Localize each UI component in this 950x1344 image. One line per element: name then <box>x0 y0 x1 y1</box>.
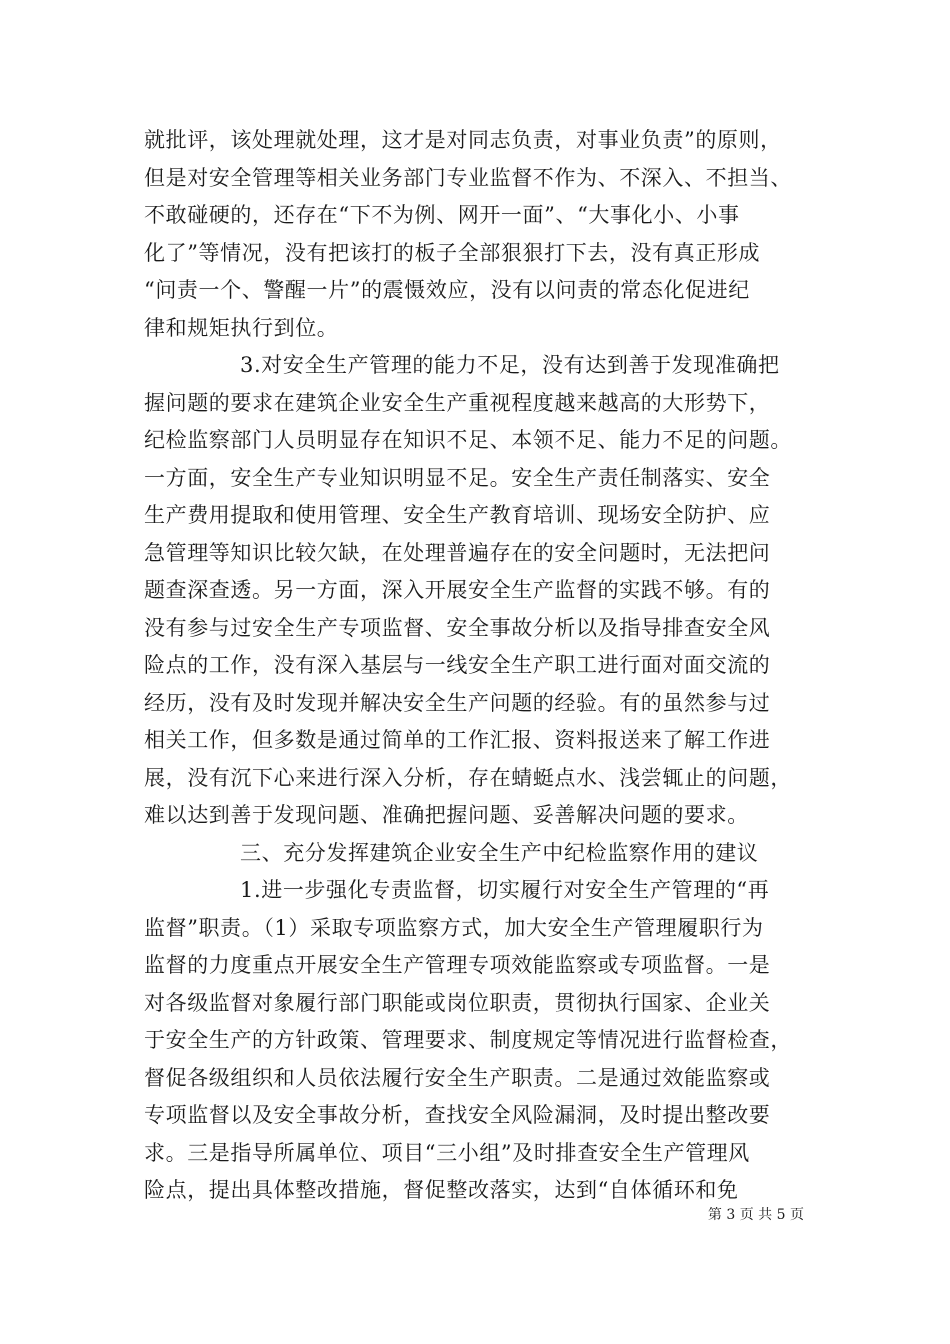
text-line: 监督的力度重点开展安全生产管理专项效能监察或专项监督。一是 <box>144 953 771 977</box>
text-line: 不敢碰硬的，还存在“下不为例、网开一面”、“大事化小、小事 <box>144 203 740 227</box>
text-line: 于安全生产的方针政策、管理要求、制度规定等情况进行监督检查， <box>144 1028 792 1052</box>
text-line: 险点的工作，没有深入基层与一线安全生产职工进行面对面交流的 <box>144 653 771 677</box>
text-line: 纪检监察部门人员明显存在知识不足、本领不足、能力不足的问题。 <box>144 428 792 452</box>
text-line: 三、充分发挥建筑企业安全生产中纪检监察作用的建议 <box>240 840 759 865</box>
text-line: 求。三是指导所属单位、项目“三小组”及时排查安全生产管理风 <box>144 1140 750 1165</box>
text-line: 1.进一步强化专责监督，切实履行对安全生产管理的“再 <box>240 878 770 902</box>
text-line: 生产费用提取和使用管理、安全生产教育培训、现场安全防护、应 <box>144 503 771 527</box>
text-line: 握问题的要求在建筑企业安全生产重视程度越来越高的大形势下， <box>144 390 771 415</box>
text-line: 相关工作，但多数是通过简单的工作汇报、资料报送来了解工作进 <box>144 728 771 752</box>
text-line: 难以达到善于发现问题、准确把握问题、妥善解决问题的要求。 <box>144 803 749 827</box>
text-line: 对各级监督对象履行部门职能或岗位职责，贯彻执行国家、企业关 <box>144 990 771 1015</box>
text-line: 没有参与过安全生产专项监督、安全事故分析以及指导排查安全风 <box>144 615 771 640</box>
text-line: 化了”等情况，没有把该打的板子全部狠狠打下去，没有真正形成 <box>144 240 761 265</box>
body-text <box>144 122 814 1210</box>
text-line: 展，没有沉下心来进行深入分析，存在蜻蜓点水、浅尝辄止的问题， <box>144 765 792 790</box>
text-line: 险点，提出具体整改措施，督促整改落实，达到“自体循环和免 <box>144 1178 739 1202</box>
text-line: “问责一个、警醒一片”的震慑效应，没有以问责的常态化促进纪 <box>144 278 750 302</box>
text-line: 经历，没有及时发现并解决安全生产问题的经验。有的虽然参与过 <box>144 690 771 715</box>
text-line: 专项监督以及安全事故分析，查找安全风险漏洞，及时提出整改要 <box>144 1103 771 1127</box>
page-number: 第 3 页 共 5 页 <box>707 1207 804 1223</box>
text-line: 就批评，该处理就处理，这才是对同志负责，对事业负责”的原则， <box>144 128 782 152</box>
text-line: 督促各级组织和人员依法履行安全生产职责。二是通过效能监察或 <box>144 1065 771 1090</box>
text-line: 但是对安全管理等相关业务部门专业监督不作为、不深入、不担当、 <box>144 165 792 190</box>
text-line: 一方面，安全生产专业知识明显不足。安全生产责任制落实、安全 <box>144 465 771 490</box>
text-line: 题查深查透。另一方面，深入开展安全生产监督的实践不够。有的 <box>144 578 771 602</box>
text-line: 3.对安全生产管理的能力不足，没有达到善于发现准确把 <box>240 353 780 377</box>
text-line: 律和规矩执行到位。 <box>144 315 339 340</box>
text-line: 监督”职责。（1）采取专项监察方式，加大安全生产管理履职行为 <box>144 915 764 940</box>
text-line: 急管理等知识比较欠缺，在处理普遍存在的安全问题时，无法把问 <box>144 540 771 565</box>
